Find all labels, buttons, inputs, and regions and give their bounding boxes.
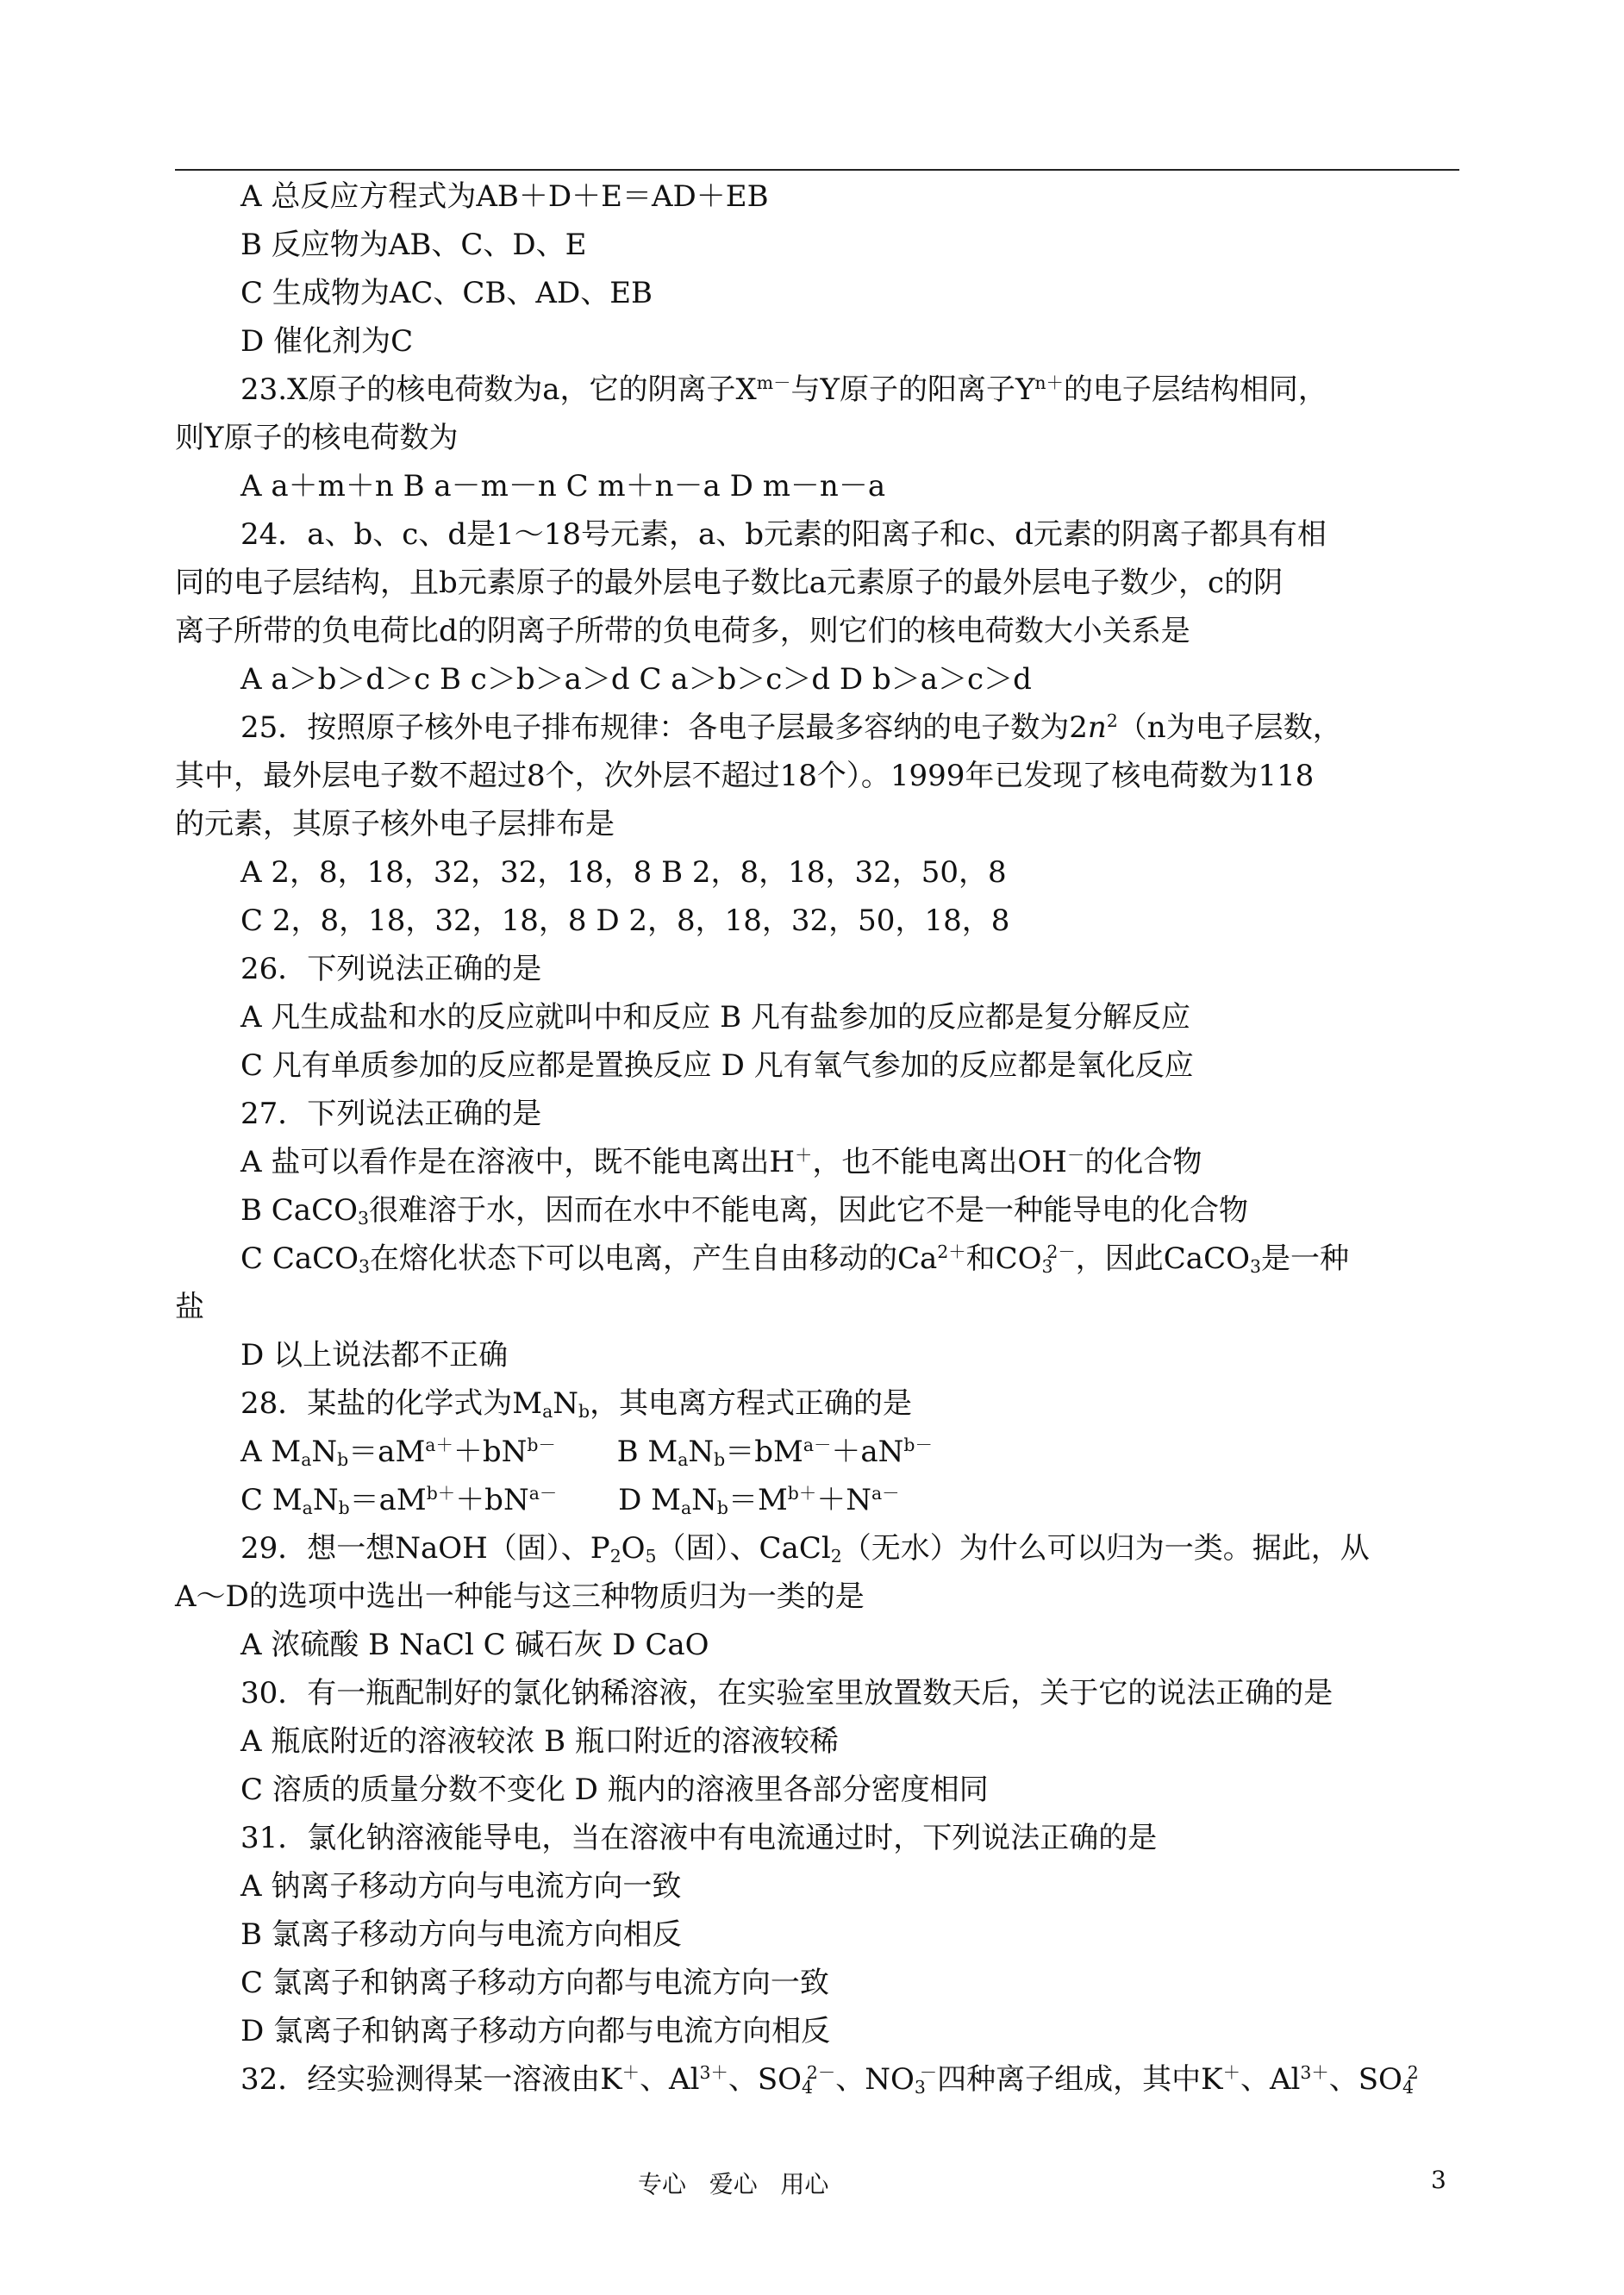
header-rule xyxy=(175,169,1459,171)
q27-option-a: A 盐可以看作是在溶液中，既不能电离出H＋，也不能电离出OH－的化合物 xyxy=(240,1144,1202,1179)
q24-stem-line2: 同的电子层结构，且b元素原子的最外层电子数比a元素原子的最外层电子数少，c的阴 xyxy=(175,566,1284,600)
q27-option-b: B CaCO$_3$很难溶于水，因而在水中不能电离，因此它不是一种能导电的化合物 xyxy=(240,1193,1248,1229)
q25-options-ab: A 2，8，18，32，32，18，8 B 2，8，18，32，50，8 xyxy=(240,855,1007,890)
q24-stem-line3: 离子所带的负电荷比d的阴离子所带的负电荷多，则它们的核电荷数大小关系是 xyxy=(175,614,1190,648)
q31-option-c: C 氯离子和钠离子移动方向都与电流方向一致 xyxy=(240,1966,829,2000)
q22-option-a: A 总反应方程式为AB＋D＋E＝AD＋EB xyxy=(240,179,769,214)
q28-option-d: D $M_aN_b=M^{b+}+N^{a-}$ xyxy=(618,1482,900,1519)
q30-stem: 30．有一瓶配制好的氯化钠稀溶液，在实验室里放置数天后，关于它的说法正确的是 xyxy=(240,1676,1334,1710)
footer-motto: 专心 爱心 用心 xyxy=(638,2170,829,2198)
q23-options: A a＋m＋n B a－m－n C m＋n－a D m－n－a xyxy=(240,469,886,503)
q27-stem: 27．下列说法正确的是 xyxy=(240,1097,542,1131)
q24-options: A a＞b＞d＞c B c＞b＞a＞d C a＞b＞c＞d D b＞a＞c＞d xyxy=(240,662,1032,697)
q25-stem-line1: 25．按照原子核外电子排布规律：各电子层最多容纳的电子数为$2n^2(n$为电子层数， xyxy=(240,710,1342,745)
q26-stem: 26．下列说法正确的是 xyxy=(240,952,542,986)
q31-option-d: D 氯离子和钠离子移动方向都与电流方向相反 xyxy=(240,2014,831,2048)
q30-options-cd: C 溶质的质量分数不变化 D 瓶内的溶液里各部分密度相同 xyxy=(240,1773,989,1807)
q26-options-ab: A 凡生成盐和水的反应就叫中和反应 B 凡有盐参加的反应都是复分解反应 xyxy=(240,1000,1190,1035)
q31-option-b: B 氯离子移动方向与电流方向相反 xyxy=(240,1917,682,1952)
page-number: 3 xyxy=(1431,2166,1446,2194)
q27-option-d: D 以上说法都不正确 xyxy=(240,1338,509,1373)
q28-options-cd xyxy=(240,1476,900,1524)
q29-options: A 浓硫酸 B NaCl C 碱石灰 D CaO xyxy=(240,1628,709,1662)
q25-stem-line2: 其中，最外层电子数不超过8个，次外层不超过18个）。1999年已发现了核电荷数为118 xyxy=(175,759,1315,793)
q28-option-b: B $M_aN_b=bM^{a-}+aN^{b-}$ xyxy=(616,1434,933,1471)
q25-options-cd: C 2，8，18，32，18，8 D 2，8，18，32，50，18，8 xyxy=(240,904,1010,938)
q31-option-a: A 钠离子移动方向与电流方向一致 xyxy=(240,1869,682,1904)
q28-options-ab xyxy=(240,1428,933,1476)
q30-options-ab: A 瓶底附近的溶液较浓 B 瓶口附近的溶液较稀 xyxy=(240,1724,839,1759)
q24-stem-line1: 24．a、b、c、d是1～18号元素，a、b元素的阳离子和c、d元素的阴离子都具有相 xyxy=(240,517,1327,552)
q22-option-d: D 催化剂为C xyxy=(240,324,414,359)
q23-stem-line2: 则Y原子的核电荷数为 xyxy=(175,421,459,455)
q29-stem-line1: 29．想一想NaOH（固）、$P_2O_5$（固）、CaCl$_2$（无水）为什么可以归为一类。据此，从 xyxy=(240,1531,1370,1567)
q27-option-c: C CaCO$_3$在熔化状态下可以电离，产生自由移动的$Ca^{2+}$和$CO_3^{2-}$，因此CaCO$_3$是一种 xyxy=(240,1241,1349,1278)
q22-option-c: C 生成物为AC、CB、AD、EB xyxy=(240,276,653,310)
q32-stem-line1: 32．经实验测得某一溶液由K＋、$Al^{3+}$、$SO_4^{2-}$、$NO_3^-$四种离子组成，其中K＋、$Al^{3+}$、$SO_4^2$ xyxy=(240,2061,1419,2098)
q25-stem-line3: 的元素，其原子核外电子层排布是 xyxy=(175,807,615,841)
q28-option-c: C $M_aN_b=aM^{b+}+bN^{a-}$ xyxy=(240,1482,558,1519)
q26-options-cd: C 凡有单质参加的反应都是置换反应 D 凡有氧气参加的反应都是氧化反应 xyxy=(240,1048,1194,1083)
q28-stem: 28．某盐的化学式为$M_aN_b$，其电离方程式正确的是 xyxy=(240,1386,913,1423)
q31-stem: 31．氯化钠溶液能导电，当在溶液中有电流通过时，下列说法正确的是 xyxy=(240,1821,1158,1855)
q28-option-a: A $M_aN_b=aM^{a+}+bN^{b-}$ xyxy=(240,1434,556,1471)
q22-option-b: B 反应物为AB、C、D、E xyxy=(240,228,587,262)
q23-stem-line1: 23.X原子的核电荷数为a，它的阴离子$X^{m-}$与Y原子的阳离子$Y^{n+}$的电子层结构相同， xyxy=(240,372,1327,407)
q27-option-c-cont: 盐 xyxy=(175,1290,204,1324)
q29-stem-line2: A～D的选项中选出一种能与这三种物质归为一类的是 xyxy=(175,1579,865,1614)
